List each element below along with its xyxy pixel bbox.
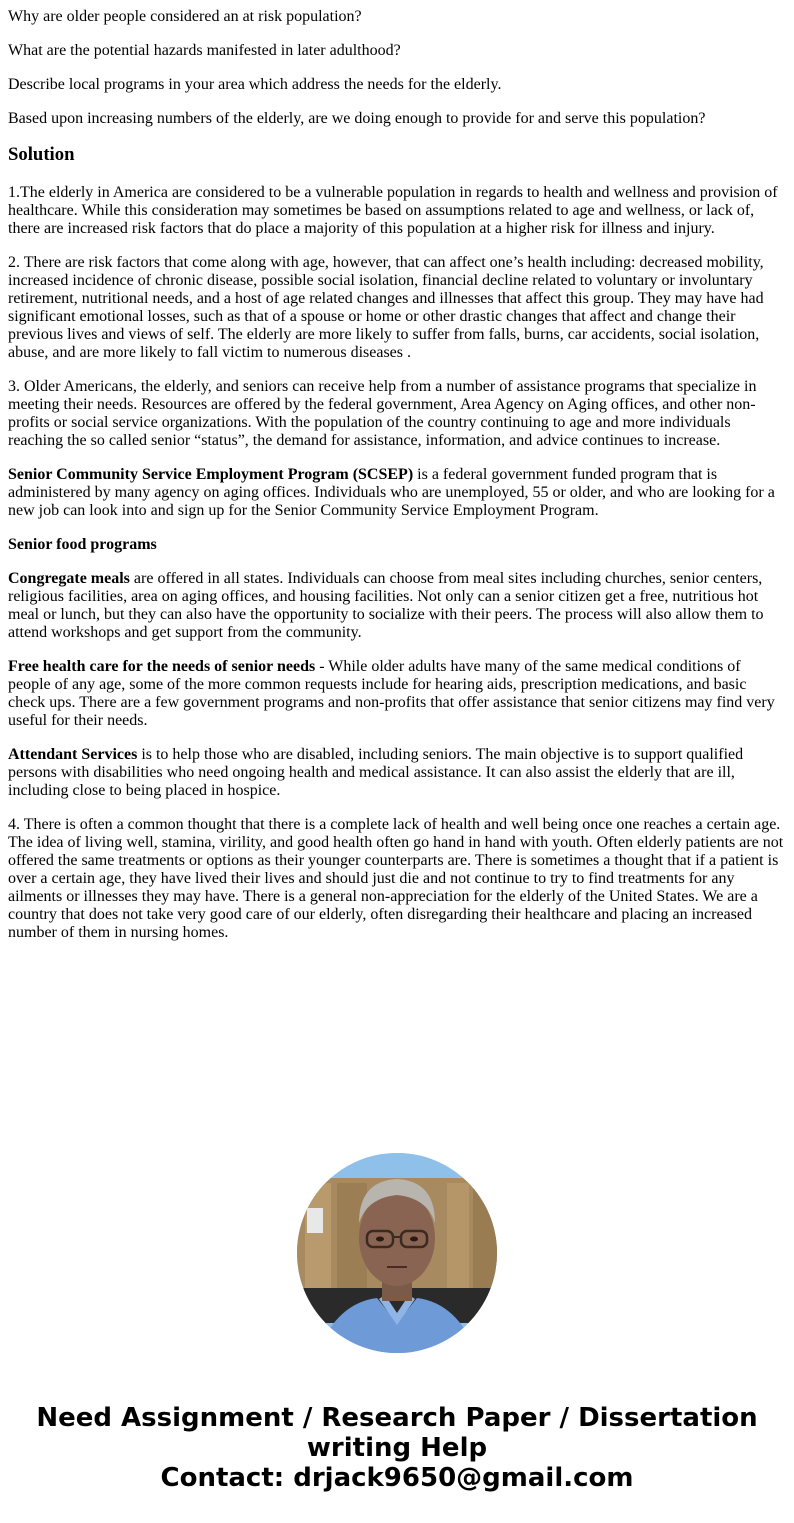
congregate-text: are offered in all states. Individuals can choose from meal sites including churches, senior centers, religious facilities, area on aging offices, and housing facilities. Not only can a senior citizen get a free, nutritious hot meal or lunch, but they can also have the opportunity to socialize with their peers. The process will also allow them to attend workshops and get support from the community. [8,570,764,641]
health-care-text: - While older adults have many of the same medical conditions of people of any age, some of the more common requests include for hearing aids, prescription medications, and basic check ups. There are a few government programs and non-profits that offer assistance that senior citizens may find very useful for their needs. [8,658,775,729]
scsep-title: Senior Community Service Employment Program (SCSEP) [8,466,414,483]
contact-banner [0,1403,794,1493]
attendant-paragraph [8,746,786,800]
solution-heading: Solution [8,144,75,165]
answer-2: 2. There are risk factors that come along with age, however, that can affect one’s health including: decreased mobility, increased incidence of chronic disease, possible social isolation, financial decline related to voluntary or involuntary retirement, nutritional needs, and a host of age related changes and illnesses that affect this group. They may have had significant emotional losses, such as that of a spouse or home or other drastic changes that affect and change their previous lives and views of self. The elderly are more likely to suffer from falls, burns, car accidents, social isolation, abuse, and are more likely to fall victim to numerous diseases . [8,254,764,361]
question-3: Describe local programs in your area which address the needs for the elderly. [8,76,502,93]
scsep-text: is a federal government funded program that is administered by many agency on aging offices. Individuals who are unemployed, 55 or older, and who are looking for a new job can look into and sign up for the Senior Community Service Employment Program. [8,466,775,519]
attendant-title: Attendant Services [8,746,138,763]
congregate-paragraph [8,570,786,642]
question-2: What are the potential hazards manifested in later adulthood? [8,42,401,59]
answer-1: 1.The elderly in America are considered to be a vulnerable population in regards to health and wellness and provision of healthcare. While this consideration may sometimes be based on assumptions related to age and wellness, or lack of, there are increased risk factors that do place a majority of this population at a higher risk for illness and injury. [8,184,778,237]
promo-line-2: writing Help [306,1433,488,1463]
question-1: Why are older people considered an at risk population? [8,8,362,25]
answer-3: 3. Older Americans, the elderly, and seniors can receive help from a number of assistance programs that specialize in meeting their needs. Resources are offered by the federal government, Area Agency on Aging offices, and other non-profits or social service organizations. With the population of the country continuing to age and more individuals reaching the so called senior “status”, the demand for assistance, information, and advice continues to increase. [8,378,757,449]
food-programs-heading [8,536,786,554]
congregate-title: Congregate meals [8,570,130,587]
health-care-title: Free health care for the needs of senior needs [8,658,316,675]
promo-line-1: Need Assignment / Research Paper / Dissertation [36,1403,758,1433]
attendant-text: is to help those who are disabled, including seniors. The main objective is to support qualified persons with disabilities who need ongoing health and medical assistance. It can also assist the elderly that are ill, including close to being placed in hospice. [8,746,744,799]
answer-4: 4. There is often a common thought that there is a complete lack of health and well being once one reaches a certain age. The idea of living well, stamina, virility, and good health often go hand in hand with youth. Often elderly patients are not offered the same treatments or options as their younger counterparts are. There is sometimes a thought that if a patient is over a certain age, they have lived their lives and should just die and not continue to try to find treatments for any ailments or illnesses they may have. There is a general non-appreciation for the elderly of the United States. We are a country that does not take very good care of our elderly, often disregarding their healthcare and placing an increased number of them in nursing homes. [8,816,784,941]
question-4: Based upon increasing numbers of the elderly, are we doing enough to provide for and serve this population? [8,110,706,127]
scsep-paragraph [8,466,786,520]
health-care-paragraph [8,658,786,730]
person-photo-icon [297,1153,497,1353]
promo-contact-email: Contact: drjack9650@gmail.com [160,1463,634,1493]
avatar [297,1153,497,1353]
food-programs-title: Senior food programs [8,536,157,553]
